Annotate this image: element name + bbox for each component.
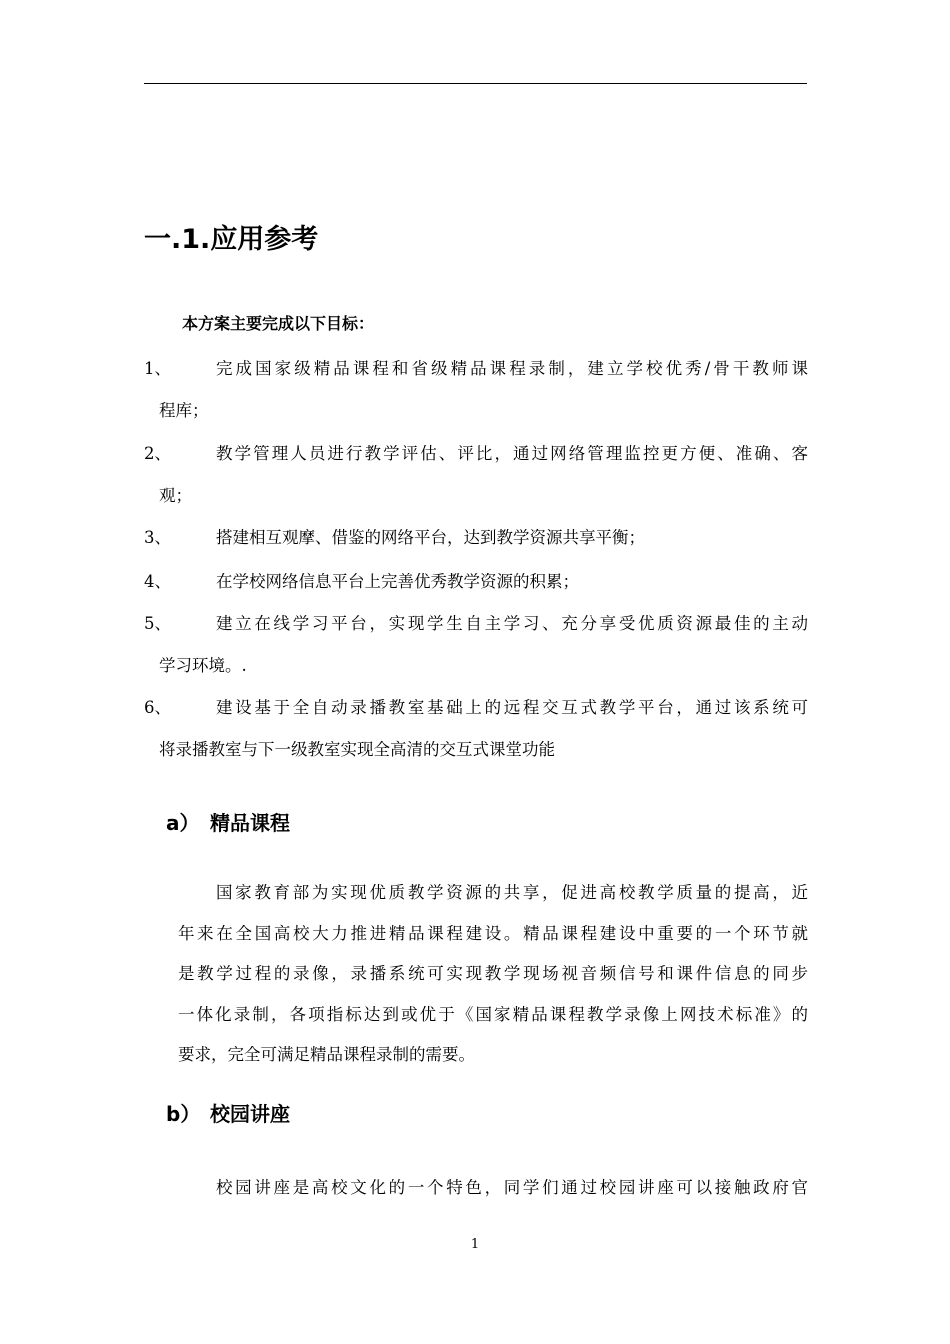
subsection-heading	[166, 1099, 290, 1129]
goal-text: 完成国家级精品课程和省级精品课程录制，建立学校优秀/骨干教师课	[216, 359, 808, 378]
goal-text-continued: 学习环境。.	[159, 656, 247, 675]
subsection-marker: b）	[166, 1102, 201, 1126]
header-rule	[144, 83, 807, 84]
goal-number: 6、	[144, 698, 171, 717]
goal-text-continued: 观；	[159, 486, 192, 505]
page-number: 1	[470, 1237, 480, 1252]
goal-text-continued: 将录播教室与下一级教室实现全高清的交互式课堂功能	[159, 740, 555, 759]
goal-text: 教学管理人员进行教学评估、评比，通过网络管理监控更方便、准确、客	[216, 444, 808, 463]
paragraph-line: 一体化录制，各项指标达到或优于《国家精品课程教学录像上网技术标准》的	[178, 1004, 808, 1024]
goal-number: 3、	[144, 528, 171, 547]
paragraph-line: 年来在全国高校大力推进精品课程建设。精品课程建设中重要的一个环节就	[178, 923, 808, 943]
paragraph-line: 要求，完全可满足精品课程录制的需要。	[178, 1045, 475, 1064]
goal-number: 1、	[144, 359, 171, 378]
paragraph-line: 校园讲座是高校文化的一个特色，同学们通过校园讲座可以接触政府官	[216, 1178, 808, 1197]
goal-text: 搭建相互观摩、借鉴的网络平台，达到教学资源共享平衡；	[216, 528, 645, 547]
paragraph	[178, 873, 808, 1076]
subsection-title: 校园讲座	[210, 1102, 290, 1126]
paragraph-line: 国家教育部为实现优质教学资源的共享，促进高校教学质量的提高，近	[216, 883, 808, 902]
section-heading-number: 一.1.	[144, 224, 211, 255]
intro-text: 本方案主要完成以下目标：	[182, 314, 375, 333]
goal-number: 2、	[144, 444, 171, 463]
paragraph	[178, 1168, 808, 1209]
goal-text-continued: 程库；	[159, 401, 209, 420]
subsection-heading	[166, 808, 290, 838]
paragraph-line: 是教学过程的录像，录播系统可实现教学现场视音频信号和课件信息的同步	[178, 964, 808, 983]
goal-text: 在学校网络信息平台上完善优秀教学资源的积累；	[216, 572, 579, 591]
subsection-title: 精品课程	[210, 811, 290, 835]
subsection-marker: a）	[166, 811, 200, 835]
goal-number: 4、	[144, 572, 171, 591]
goal-text: 建立在线学习平台，实现学生自主学习、充分享受优质资源最佳的主动	[216, 614, 808, 633]
goal-text: 建设基于全自动录播教室基础上的远程交互式教学平台，通过该系统可	[216, 698, 808, 717]
section-heading-title: 应用参考	[210, 224, 319, 255]
section-heading	[144, 220, 318, 260]
goal-number: 5、	[144, 614, 171, 633]
